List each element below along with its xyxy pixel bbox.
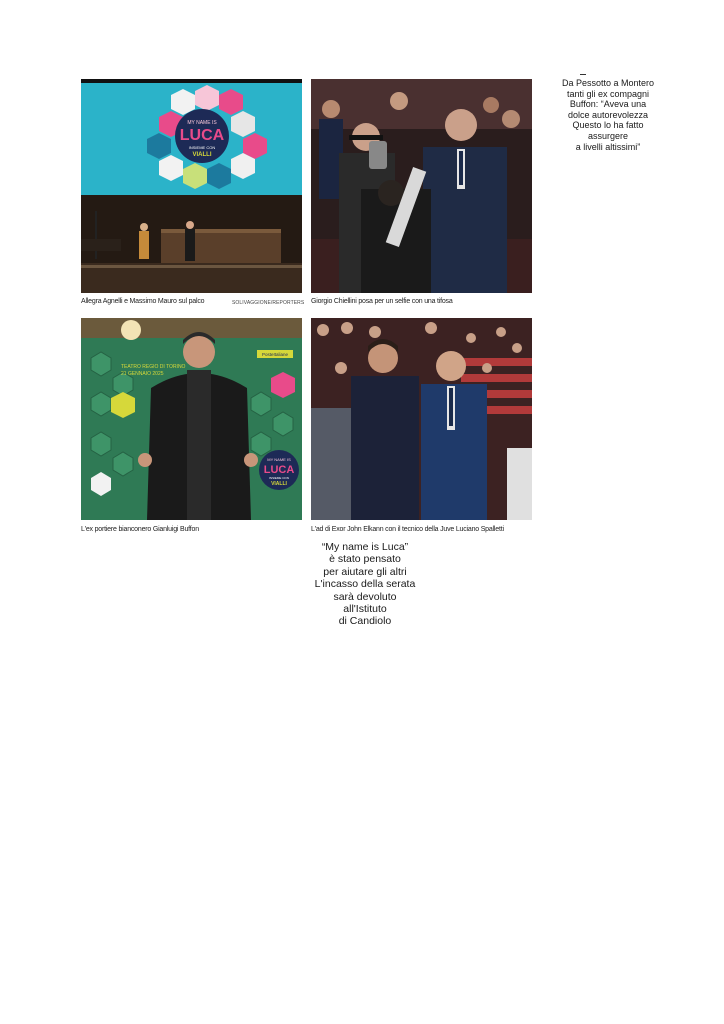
stage-image	[81, 79, 302, 293]
pullquote-line: Buffon: “Aveva una	[569, 99, 647, 110]
svg-text:MY NAME IS: MY NAME IS	[187, 120, 217, 126]
photo-stage	[81, 79, 302, 293]
elkann-spalletti-image	[311, 318, 532, 520]
photo-credit: SOLIVAGGIONE/REPORTERS	[232, 300, 305, 306]
pullquote-line: è stato pensato	[329, 553, 401, 566]
buffon-image	[81, 318, 302, 520]
pullquote-line: L'incasso della serata	[314, 578, 416, 591]
svg-text:INSIEME CON: INSIEME CON	[188, 145, 216, 150]
pullquote-line: a livelli altissimi”	[575, 141, 641, 152]
pullquote-line: per aiutare gli altri	[323, 565, 407, 578]
pullquote-line: dolce autorevolezza	[567, 109, 649, 120]
caption-stage: Allegra Agnelli e Massimo Mauro sul palco	[81, 298, 205, 305]
caption-elkann-spalletti: L'ad di Exor John Elkann con il tecnico della Juve Luciano Spalletti	[311, 526, 504, 533]
pullquote-line: assurgere	[587, 131, 629, 142]
pullquote-line: sarà devoluto	[333, 590, 397, 603]
svg-text:VIALLI: VIALLI	[271, 481, 287, 487]
caption-selfie: Giorgio Chiellini posa per un selfie con una tifosa	[311, 298, 453, 305]
photo-selfie	[311, 79, 532, 293]
pullquote-line: tanti gli ex compagni	[566, 88, 650, 99]
caption-buffon: L'ex portiere bianconero Gianluigi Buffon	[81, 526, 199, 533]
pullquote-line: di Candiolo	[338, 615, 392, 628]
svg-text:INSIEME CON: INSIEME CON	[269, 476, 289, 480]
selfie-image	[311, 79, 532, 293]
photo-elkann-spalletti	[311, 318, 532, 520]
svg-text:TEATRO REGIO DI TORINO: TEATRO REGIO DI TORINO	[121, 364, 186, 370]
svg-text:VIALLI: VIALLI	[192, 152, 212, 158]
svg-text:LUCA: LUCA	[263, 464, 295, 476]
pullquote-line: Da Pessotto a Montero	[561, 78, 655, 88]
pullquote-buffon	[533, 78, 683, 152]
svg-text:PosteItaliane: PosteItaliane	[261, 352, 289, 357]
pullquote-line: Questo lo ha fatto	[572, 120, 644, 131]
pullquote-line: all'Istituto	[343, 602, 387, 615]
svg-text:LUCA: LUCA	[179, 127, 225, 144]
pullquote-line: “My name is Luca”	[321, 541, 409, 553]
svg-text:MY NAME IS: MY NAME IS	[267, 457, 291, 462]
pullquote-candiolo	[290, 541, 440, 628]
photo-buffon	[81, 318, 302, 520]
svg-text:21 GENNAIO 2025: 21 GENNAIO 2025	[121, 371, 164, 377]
divider-mark	[580, 74, 586, 75]
